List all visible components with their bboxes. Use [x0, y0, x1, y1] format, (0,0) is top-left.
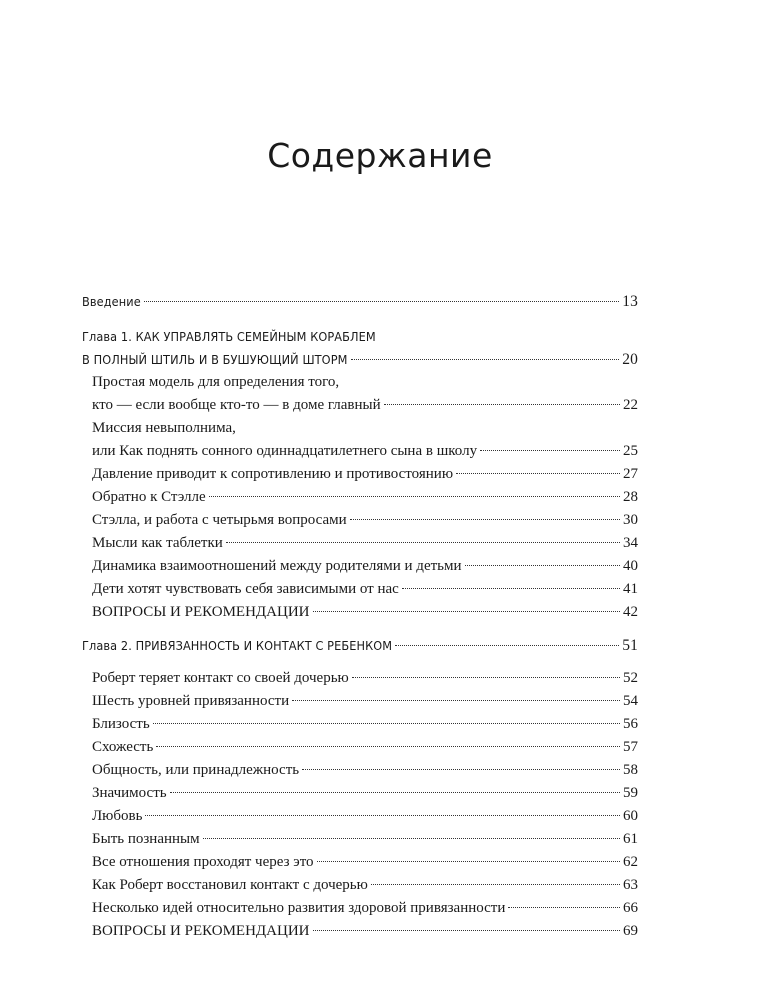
chapter-1-heading-line-1 — [82, 325, 638, 348]
dot-leader — [156, 746, 620, 747]
toc-entry-label: Схожесть — [92, 739, 154, 755]
toc-page-number: 57 — [623, 739, 638, 755]
toc-entry — [82, 920, 638, 943]
toc-page-number: 28 — [623, 489, 638, 505]
chapter-2-heading — [82, 634, 638, 657]
table-of-contents — [82, 290, 638, 943]
toc-entry-label: или Как поднять сонного одиннадцатилетнего сына в школу — [92, 443, 478, 459]
toc-page-number: 13 — [622, 293, 638, 310]
toc-entry — [82, 601, 638, 624]
toc-entry-label: Динамика взаимоотношений между родителями и детьми — [92, 558, 462, 574]
dot-leader — [313, 930, 621, 931]
toc-entry-label: Быть познанным — [92, 831, 200, 847]
toc-entry — [82, 532, 638, 555]
toc-entry — [82, 782, 638, 805]
toc-entry — [82, 736, 638, 759]
toc-entry-label: Значимость — [92, 785, 167, 801]
toc-page-number: 40 — [623, 558, 638, 574]
dot-leader — [351, 359, 620, 360]
toc-page-number: 60 — [623, 808, 638, 824]
toc-entry-label: Все отношения проходят через это — [92, 854, 314, 870]
dot-leader — [465, 565, 620, 566]
toc-page-number: 27 — [623, 466, 638, 482]
toc-entry-label: Несколько идей относительно развития здоровой привязанности — [92, 900, 506, 916]
dot-leader — [508, 907, 620, 908]
toc-entry — [82, 851, 638, 874]
toc-entry — [82, 555, 638, 578]
toc-entry-label: Роберт теряет контакт со своей дочерью — [92, 670, 349, 686]
toc-page-number: 25 — [623, 443, 638, 459]
toc-entry-label: Любовь — [92, 808, 143, 824]
toc-page-number: 41 — [623, 581, 638, 597]
toc-page-number: 22 — [623, 397, 638, 413]
toc-entry-label: ВОПРОСЫ И РЕКОМЕНДАЦИИ — [92, 604, 310, 620]
dot-leader — [371, 884, 620, 885]
toc-entry — [82, 690, 638, 713]
toc-entry-intro — [82, 290, 638, 313]
toc-page-number: 61 — [623, 831, 638, 847]
dot-leader — [480, 450, 620, 451]
dot-leader — [402, 588, 620, 589]
toc-entry-label: Стэлла, и работа с четырьмя вопросами — [92, 512, 347, 528]
dot-leader — [313, 611, 621, 612]
chapter-1-title-line-2: В ПОЛНЫЙ ШТИЛЬ И В БУШУЮЩИЙ ШТОРМ — [82, 352, 348, 367]
toc-entry-label: Мысли как таблетки — [92, 535, 223, 551]
toc-entry-label: Дети хотят чувствовать себя зависимыми от нас — [92, 581, 399, 597]
dot-leader — [302, 769, 620, 770]
page-title: Содержание — [267, 136, 493, 176]
dot-leader — [384, 404, 620, 405]
chapter-1-title-line-1: Глава 1. КАК УПРАВЛЯТЬ СЕМЕЙНЫМ КОРАБЛЕМ — [82, 329, 376, 344]
dot-leader — [226, 542, 620, 543]
toc-entry — [82, 759, 638, 782]
toc-entry — [82, 805, 638, 828]
dot-leader — [456, 473, 620, 474]
toc-entry — [82, 394, 638, 417]
toc-entry — [82, 713, 638, 736]
toc-entry — [82, 371, 638, 394]
dot-leader — [317, 861, 620, 862]
toc-page-number: 58 — [623, 762, 638, 778]
toc-entry-label: ВОПРОСЫ И РЕКОМЕНДАЦИИ — [92, 923, 310, 939]
dot-leader — [352, 677, 620, 678]
toc-entry — [82, 667, 638, 690]
dot-leader — [145, 815, 620, 816]
chapter-2-title: Глава 2. ПРИВЯЗАННОСТЬ И КОНТАКТ С РЕБЕНКОМ — [82, 638, 393, 653]
toc-page-number: 66 — [623, 900, 638, 916]
toc-page-number: 51 — [622, 637, 638, 654]
toc-entry-label: Близость — [92, 716, 150, 732]
dot-leader — [203, 838, 620, 839]
dot-leader — [209, 496, 620, 497]
toc-entry — [82, 874, 638, 897]
toc-page-number: 62 — [623, 854, 638, 870]
toc-entry-label: Введение — [82, 294, 141, 309]
toc-page-number: 52 — [623, 670, 638, 686]
toc-page-number: 54 — [623, 693, 638, 709]
toc-entry — [82, 417, 638, 440]
toc-page-number: 59 — [623, 785, 638, 801]
toc-page-number: 63 — [623, 877, 638, 893]
toc-entry-label: Обратно к Стэлле — [92, 489, 206, 505]
dot-leader — [395, 645, 619, 646]
dot-leader — [153, 723, 620, 724]
toc-page-number: 56 — [623, 716, 638, 732]
dot-leader — [350, 519, 620, 520]
toc-entry — [82, 578, 638, 601]
toc-entry — [82, 486, 638, 509]
toc-page-number: 30 — [623, 512, 638, 528]
toc-entry-label: Простая модель для определения того, — [92, 374, 340, 390]
toc-entry-label: Как Роберт восстановил контакт с дочерью — [92, 877, 368, 893]
toc-entry-label: Общность, или принадлежность — [92, 762, 300, 778]
toc-page-number: 69 — [623, 923, 638, 939]
toc-entry-label: Шесть уровней привязанности — [92, 693, 290, 709]
chapter-1-heading-line-2 — [82, 348, 638, 371]
toc-entry — [82, 463, 638, 486]
toc-page-number: 20 — [622, 351, 638, 368]
dot-leader — [144, 301, 620, 302]
toc-entry-label: Давление приводит к сопротивлению и противостоянию — [92, 466, 454, 482]
dot-leader — [170, 792, 620, 793]
toc-entry — [82, 509, 638, 532]
dot-leader — [292, 700, 620, 701]
toc-entry-label: кто — если вообще кто-то — в доме главный — [92, 397, 381, 413]
toc-entry — [82, 897, 638, 920]
toc-page-number: 42 — [623, 604, 638, 620]
toc-entry-label: Миссия невыполнима, — [92, 420, 236, 436]
toc-entry — [82, 440, 638, 463]
toc-page-number: 34 — [623, 535, 638, 551]
toc-entry — [82, 828, 638, 851]
